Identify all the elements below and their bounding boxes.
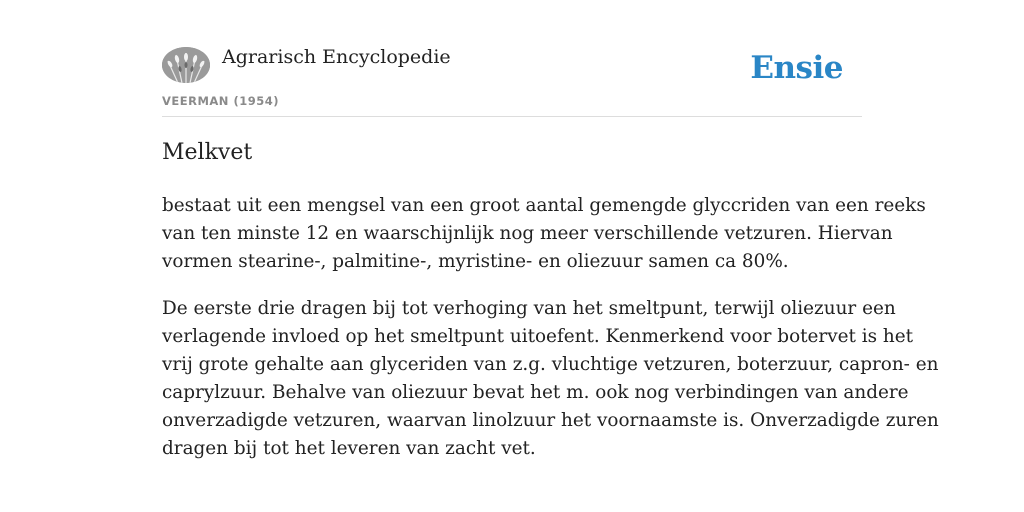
author-label: VEERMAN (1954) [162,94,279,108]
content-container [162,0,939,459]
wheat-ears-icon[interactable] [162,47,210,83]
paragraph-line: dragen bij tot het leveren van zacht vet. [162,438,536,459]
paragraph-line: vrij grote gehalte aan glyceriden van z.g. vluchtige vetzuren, boterzuur, capron- en [162,354,939,375]
paragraph-line: caprylzuur. Behalve van oliezuur bevat het m. ook nog verbindingen van andere [162,382,909,403]
paragraph [162,192,926,276]
paragraph-line: De eerste drie dragen bij tot verhoging van het smeltpunt, terwijl oliezuur een [162,298,896,319]
source-title[interactable]: Agrarisch Encyclopedie [222,46,451,68]
brand-logo-link[interactable]: Ensie [750,50,843,86]
paragraph-line: bestaat uit een mengsel van een groot aantal gemengde glyccriden van een reeks [162,195,926,216]
paragraph-line: onverzadigde vetzuren, waarvan linolzuur het voornaamste is. Onverzadigde zuren [162,410,939,431]
paragraph-line: vormen stearine-, palmitine-, myristine- en oliezuur samen ca 80%. [162,251,789,272]
header [162,0,862,117]
article-body [162,192,939,482]
paragraph-line: van ten minste 12 en waarschijnlijk nog meer verschillende vetzuren. Hiervan [162,223,893,244]
article-title: Melkvet [162,140,253,165]
paragraph [162,295,939,463]
paragraph-line: verlagende invloed op het smeltpunt uitoefent. Kenmerkend voor botervet is het [162,326,914,347]
